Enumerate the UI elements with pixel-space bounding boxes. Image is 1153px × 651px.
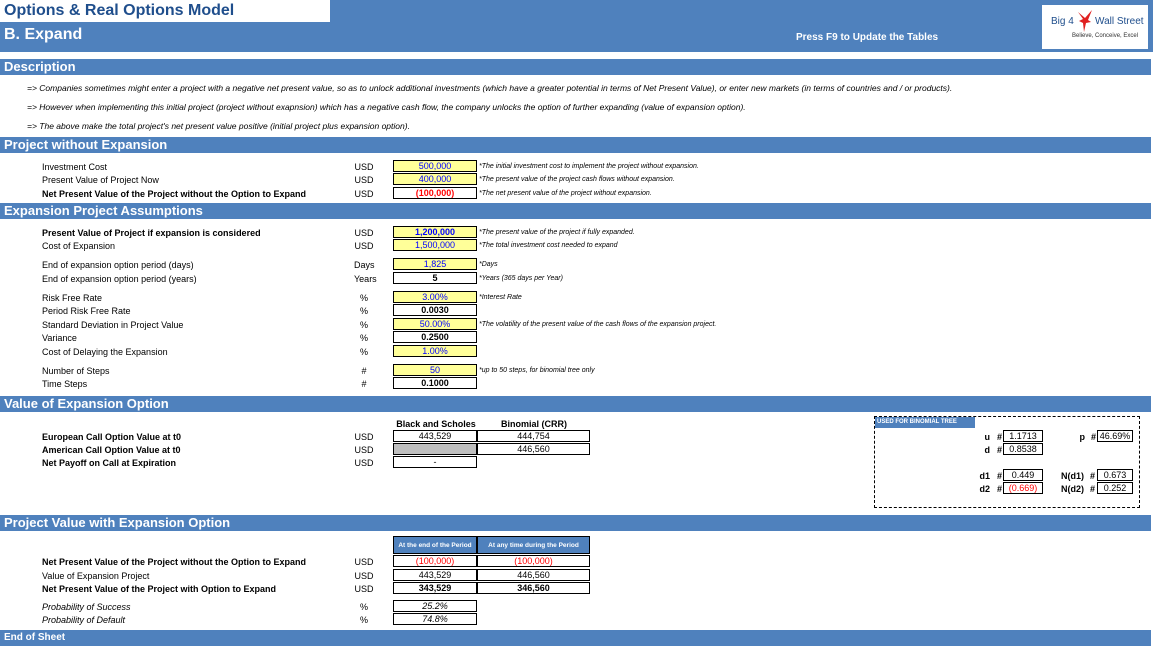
- pv-expansion-label: Present Value of Project if expansion is considered: [42, 228, 261, 238]
- col-header-binomial: Binomial (CRR): [501, 419, 567, 429]
- eagle-icon: [1076, 8, 1094, 34]
- col-header-black-scholes: Black and Scholes: [396, 419, 476, 429]
- d-value[interactable]: 0.8538: [1003, 443, 1043, 455]
- section-project-with-expansion: Project Value with Expansion Option: [0, 515, 1151, 531]
- npv-without-option-any[interactable]: (100,000): [477, 555, 590, 567]
- prob-default-value[interactable]: 74.8%: [393, 613, 477, 625]
- option-period-days-note: *Days: [479, 261, 498, 268]
- section-description: Description: [0, 59, 1151, 75]
- std-dev-unit: %: [359, 320, 368, 330]
- d1-value[interactable]: 0.449: [1003, 469, 1043, 481]
- npv-without-value[interactable]: (100,000): [393, 187, 477, 199]
- number-steps-note: *up to 50 steps, for binomial tree only: [479, 367, 595, 374]
- u-label: u: [984, 432, 990, 442]
- col-header-any-time: At any time during the Period: [477, 536, 590, 554]
- logo-tagline: Believe, Conceive, Excel: [1072, 33, 1139, 39]
- european-call-label: European Call Option Value at t0: [42, 432, 182, 442]
- risk-free-rate-note: *Interest Rate: [479, 294, 522, 301]
- logo-text-right: Wall Street: [1095, 16, 1144, 27]
- nd2-value[interactable]: 0.252: [1097, 482, 1133, 494]
- variance-unit: %: [359, 333, 368, 343]
- value-expansion-label: Value of Expansion Project: [42, 571, 150, 581]
- prob-default-label: Probability of Default: [42, 615, 126, 625]
- nd2-hash: #: [1089, 484, 1095, 494]
- section-expansion-assumptions: Expansion Project Assumptions: [0, 203, 1151, 219]
- investment-cost-label: Investment Cost: [42, 162, 108, 172]
- npv-with-option-unit: USD: [354, 584, 374, 594]
- binomial-tree-tag: USED FOR BINOMIAL TREE: [875, 417, 975, 428]
- prob-success-label: Probability of Success: [42, 602, 131, 612]
- option-period-days-unit: Days: [354, 260, 375, 270]
- page-subtitle: B. Expand: [4, 26, 83, 43]
- prob-success-unit: %: [359, 602, 368, 612]
- u-hash: #: [996, 432, 1002, 442]
- page-title: Options & Real Options Model: [4, 2, 235, 19]
- pv-project-now-input[interactable]: 400,000: [393, 173, 477, 185]
- investment-cost-input[interactable]: 500,000: [393, 160, 477, 172]
- option-period-years-note: *Years (365 days per Year): [479, 275, 563, 282]
- d2-value[interactable]: (0.669): [1003, 482, 1043, 494]
- pv-expansion-input[interactable]: 1,200,000: [393, 226, 477, 238]
- pv-project-now-note: *The present value of the project cash flows without expansion.: [479, 176, 675, 183]
- value-expansion-unit: USD: [354, 571, 374, 581]
- pv-expansion-note: *The present value of the project if fully expanded.: [479, 229, 635, 236]
- option-period-days-label: End of expansion option period (days): [42, 260, 194, 270]
- time-steps-value[interactable]: 0.1000: [393, 377, 477, 389]
- risk-free-rate-input[interactable]: 3.00%: [393, 291, 477, 303]
- nd1-label: N(d1): [1061, 471, 1084, 481]
- cost-expansion-label: Cost of Expansion: [42, 241, 116, 251]
- number-steps-label: Number of Steps: [42, 366, 110, 376]
- cost-expansion-note: *The total investment cost needed to expand: [479, 242, 618, 249]
- d1-label: d1: [979, 471, 990, 481]
- option-period-days-input[interactable]: 1,825: [393, 258, 477, 270]
- npv-with-option-any[interactable]: 346,560: [477, 582, 590, 594]
- section-project-without-expansion: Project without Expansion: [0, 137, 1151, 153]
- npv-without-label: Net Present Value of the Project without the Option to Expand: [42, 189, 307, 199]
- description-line-3: => The above make the total project's net present value positive (initial project plus expansion option).: [27, 121, 410, 131]
- logo-text-left: Big 4: [1051, 16, 1074, 27]
- risk-free-rate-unit: %: [359, 293, 368, 303]
- std-dev-input[interactable]: 50.00%: [393, 318, 477, 330]
- american-call-unit: USD: [354, 445, 374, 455]
- variance-label: Variance: [42, 333, 77, 343]
- net-payoff-label: Net Payoff on Call at Expiration: [42, 458, 177, 468]
- option-period-years-value[interactable]: 5: [393, 272, 477, 284]
- d-hash: #: [996, 445, 1002, 455]
- p-value[interactable]: 46.69%: [1097, 430, 1133, 442]
- european-call-unit: USD: [354, 432, 374, 442]
- std-dev-label: Standard Deviation in Project Value: [42, 320, 184, 330]
- pv-project-now-label: Present Value of Project Now: [42, 175, 159, 185]
- european-call-bin-value[interactable]: 444,754: [477, 430, 590, 442]
- pv-expansion-unit: USD: [354, 228, 374, 238]
- number-steps-unit: #: [361, 366, 367, 376]
- investment-cost-unit: USD: [354, 162, 374, 172]
- value-expansion-any[interactable]: 446,560: [477, 569, 590, 581]
- d-label: d: [984, 445, 990, 455]
- period-risk-free-rate-value[interactable]: 0.0030: [393, 304, 477, 316]
- cost-expansion-unit: USD: [354, 241, 374, 251]
- end-of-sheet: End of Sheet: [0, 630, 1151, 646]
- npv-without-option-unit: USD: [354, 557, 374, 567]
- npv-without-note: *The net present value of the project without expansion.: [479, 190, 652, 197]
- p-label: p: [1079, 432, 1085, 442]
- variance-value[interactable]: 0.2500: [393, 331, 477, 343]
- time-steps-unit: #: [361, 379, 367, 389]
- period-risk-free-rate-unit: %: [359, 306, 368, 316]
- risk-free-rate-label: Risk Free Rate: [42, 293, 103, 303]
- number-steps-input[interactable]: 50: [393, 364, 477, 376]
- p-hash: #: [1090, 432, 1096, 442]
- pv-project-now-unit: USD: [354, 175, 374, 185]
- description-line-1: => Companies sometimes might enter a project with a negative net present value, so as to unlock additional investments (which have a greater potential in terms of Net Present Value), or enter new markets (in terms of countries and / or products).: [27, 83, 953, 93]
- value-expansion-end[interactable]: 443,529: [393, 569, 477, 581]
- npv-without-option-end[interactable]: (100,000): [393, 555, 477, 567]
- net-payoff-bs-value[interactable]: -: [393, 456, 477, 468]
- nd1-hash: #: [1089, 471, 1095, 481]
- option-period-years-unit: Years: [354, 274, 377, 284]
- d1-hash: #: [996, 471, 1002, 481]
- period-risk-free-rate-label: Period Risk Free Rate: [42, 306, 131, 316]
- net-payoff-unit: USD: [354, 458, 374, 468]
- cost-expansion-input[interactable]: 1,500,000: [393, 239, 477, 251]
- option-period-years-label: End of expansion option period (years): [42, 274, 197, 284]
- nd2-label: N(d2): [1061, 484, 1084, 494]
- time-steps-label: Time Steps: [42, 379, 88, 389]
- american-call-label: American Call Option Value at t0: [42, 445, 181, 455]
- npv-without-unit: USD: [354, 189, 374, 199]
- cost-delaying-label: Cost of Delaying the Expansion: [42, 347, 168, 357]
- npv-without-option-label: Net Present Value of the Project without the Option to Expand: [42, 557, 307, 567]
- f9-update-note: Press F9 to Update the Tables: [796, 32, 939, 43]
- american-call-bs-value[interactable]: [393, 443, 477, 455]
- cost-delaying-input[interactable]: 1.00%: [393, 345, 477, 357]
- d2-hash: #: [996, 484, 1002, 494]
- u-value[interactable]: 1.1713: [1003, 430, 1043, 442]
- european-call-bs-value[interactable]: 443,529: [393, 430, 477, 442]
- investment-cost-note: *The initial investment cost to implement the project without expansion.: [479, 163, 699, 170]
- section-expansion-option-value: Value of Expansion Option: [0, 396, 1151, 412]
- npv-with-option-label: Net Present Value of the Project with Option to Expand: [42, 584, 277, 594]
- prob-default-unit: %: [359, 615, 368, 625]
- american-call-bin-value[interactable]: 446,560: [477, 443, 590, 455]
- npv-with-option-end[interactable]: 343,529: [393, 582, 477, 594]
- col-header-end-of-period: At the end of the Period: [393, 536, 477, 554]
- d2-label: d2: [979, 484, 990, 494]
- prob-success-value[interactable]: 25.2%: [393, 600, 477, 612]
- std-dev-note: *The volatility of the present value of the cash flows of the expansion project.: [479, 321, 717, 328]
- description-line-2: => However when implementing this initial project (project without exapnsion) which has a negative cash flow, the company unlocks the option of further expanding (value of expansion option).: [27, 102, 746, 112]
- nd1-value[interactable]: 0.673: [1097, 469, 1133, 481]
- big4-logo: [1042, 5, 1148, 49]
- cost-delaying-unit: %: [359, 347, 368, 357]
